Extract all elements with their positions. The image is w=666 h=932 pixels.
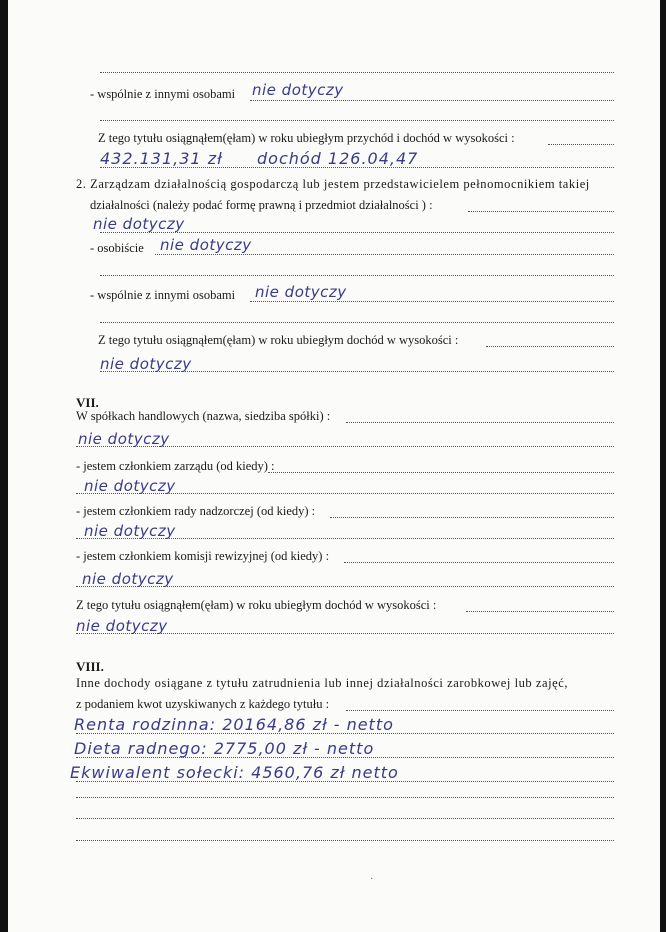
dotted-line — [100, 371, 614, 372]
dotted-line — [76, 757, 614, 758]
wspolnie-label: - wspólnie z innymi osobami — [90, 87, 236, 101]
wspolnie-handwritten: nie dotyczy — [252, 81, 344, 99]
dotted-line — [76, 781, 614, 782]
spolki-handwritten: nie dotyczy — [78, 430, 170, 448]
dotted-line — [346, 422, 614, 423]
item2-text-line1: 2. Zarządzam działalnością gospodarczą lub jestem przedstawicielem pełnomocnikiem takiej — [76, 177, 590, 191]
income-entry-dieta: Dieta radnego: 2775,00 zł - netto — [74, 739, 375, 758]
dotted-line — [100, 322, 614, 323]
section7-income-handwritten: nie dotyczy — [76, 617, 168, 635]
income2-handwritten: nie dotyczy — [100, 355, 192, 373]
dotted-line — [100, 120, 614, 121]
scan-edge-left — [0, 0, 8, 932]
dotted-line — [76, 840, 614, 841]
section7-income-label: Z tego tytułu osiągnąłem(ęłam) w roku ubiegłym dochód w wysokości : — [76, 598, 437, 612]
dotted-line — [76, 818, 614, 819]
dotted-line — [346, 710, 614, 711]
dotted-line — [76, 797, 614, 798]
dotted-line — [486, 346, 614, 347]
dotted-line — [76, 493, 614, 494]
section8-text-line2: z podaniem kwot uzyskiwanych z każdego tytułu : — [76, 697, 330, 711]
dotted-line — [250, 301, 614, 302]
zarzad-label: - jestem członkiem zarządu (od kiedy) : — [76, 459, 275, 473]
income-entry-renta: Renta rodzinna: 20164,86 zł - netto — [74, 715, 394, 734]
osobiscie-label: - osobiście — [90, 241, 144, 255]
dotted-line — [344, 562, 614, 563]
zarzad-handwritten: nie dotyczy — [84, 477, 176, 495]
item2-handwritten: nie dotyczy — [93, 215, 185, 233]
income-label: Z tego tytułu osiągnąłem(ęłam) w roku ubiegłym przychód i dochód w wysokości : — [98, 131, 515, 145]
dotted-line — [100, 232, 614, 233]
rada-label: - jestem członkiem rady nadzorczej (od kiedy) : — [76, 504, 316, 518]
dotted-line — [100, 167, 614, 168]
osobiscie-handwritten: nie dotyczy — [160, 236, 252, 254]
dotted-line — [76, 633, 614, 634]
section8-heading: VIII. — [76, 659, 104, 674]
spolki-label: W spółkach handlowych (nazwa, siedziba spółki) : — [76, 409, 331, 423]
rada-handwritten: nie dotyczy — [84, 522, 176, 540]
wspolnie2-handwritten: nie dotyczy — [255, 283, 347, 301]
wspolnie2-label: - wspólnie z innymi osobami — [90, 288, 236, 302]
dotted-line — [76, 733, 614, 734]
dotted-line — [330, 517, 614, 518]
item2-text-line2: działalności (należy podać formę prawną i przedmiot działalności ) : — [90, 198, 433, 212]
income-przychod-handwritten: 432.131,31 zł — [100, 149, 223, 168]
scan-edge-right — [660, 0, 666, 932]
dotted-line — [548, 144, 614, 145]
dotted-line — [100, 72, 614, 73]
dotted-line — [76, 538, 614, 539]
dotted-line — [250, 100, 614, 101]
dotted-line — [268, 472, 614, 473]
section8-text-line1: Inne dochody osiągane z tytułu zatrudnienia lub innej działalności zarobkowej lub zajęć, — [76, 676, 568, 690]
dotted-line — [468, 211, 614, 212]
dotted-line — [76, 586, 614, 587]
scan-speck: · — [370, 874, 374, 885]
dotted-line — [466, 611, 614, 612]
dotted-line — [155, 254, 614, 255]
dotted-line — [100, 275, 614, 276]
income-dochod-handwritten: dochód 126.04,47 — [257, 149, 419, 168]
komisja-label: - jestem członkiem komisji rewizyjnej (od kiedy) : — [76, 549, 330, 563]
income-entry-ekwiwalent: Ekwiwalent sołecki: 4560,76 zł netto — [70, 763, 399, 782]
income2-label: Z tego tytułu osiągnąłem(ęłam) w roku ubiegłym dochód w wysokości : — [98, 333, 459, 347]
komisja-handwritten: nie dotyczy — [82, 570, 174, 588]
dotted-line — [76, 446, 614, 447]
section7-heading: VII. — [76, 395, 99, 410]
